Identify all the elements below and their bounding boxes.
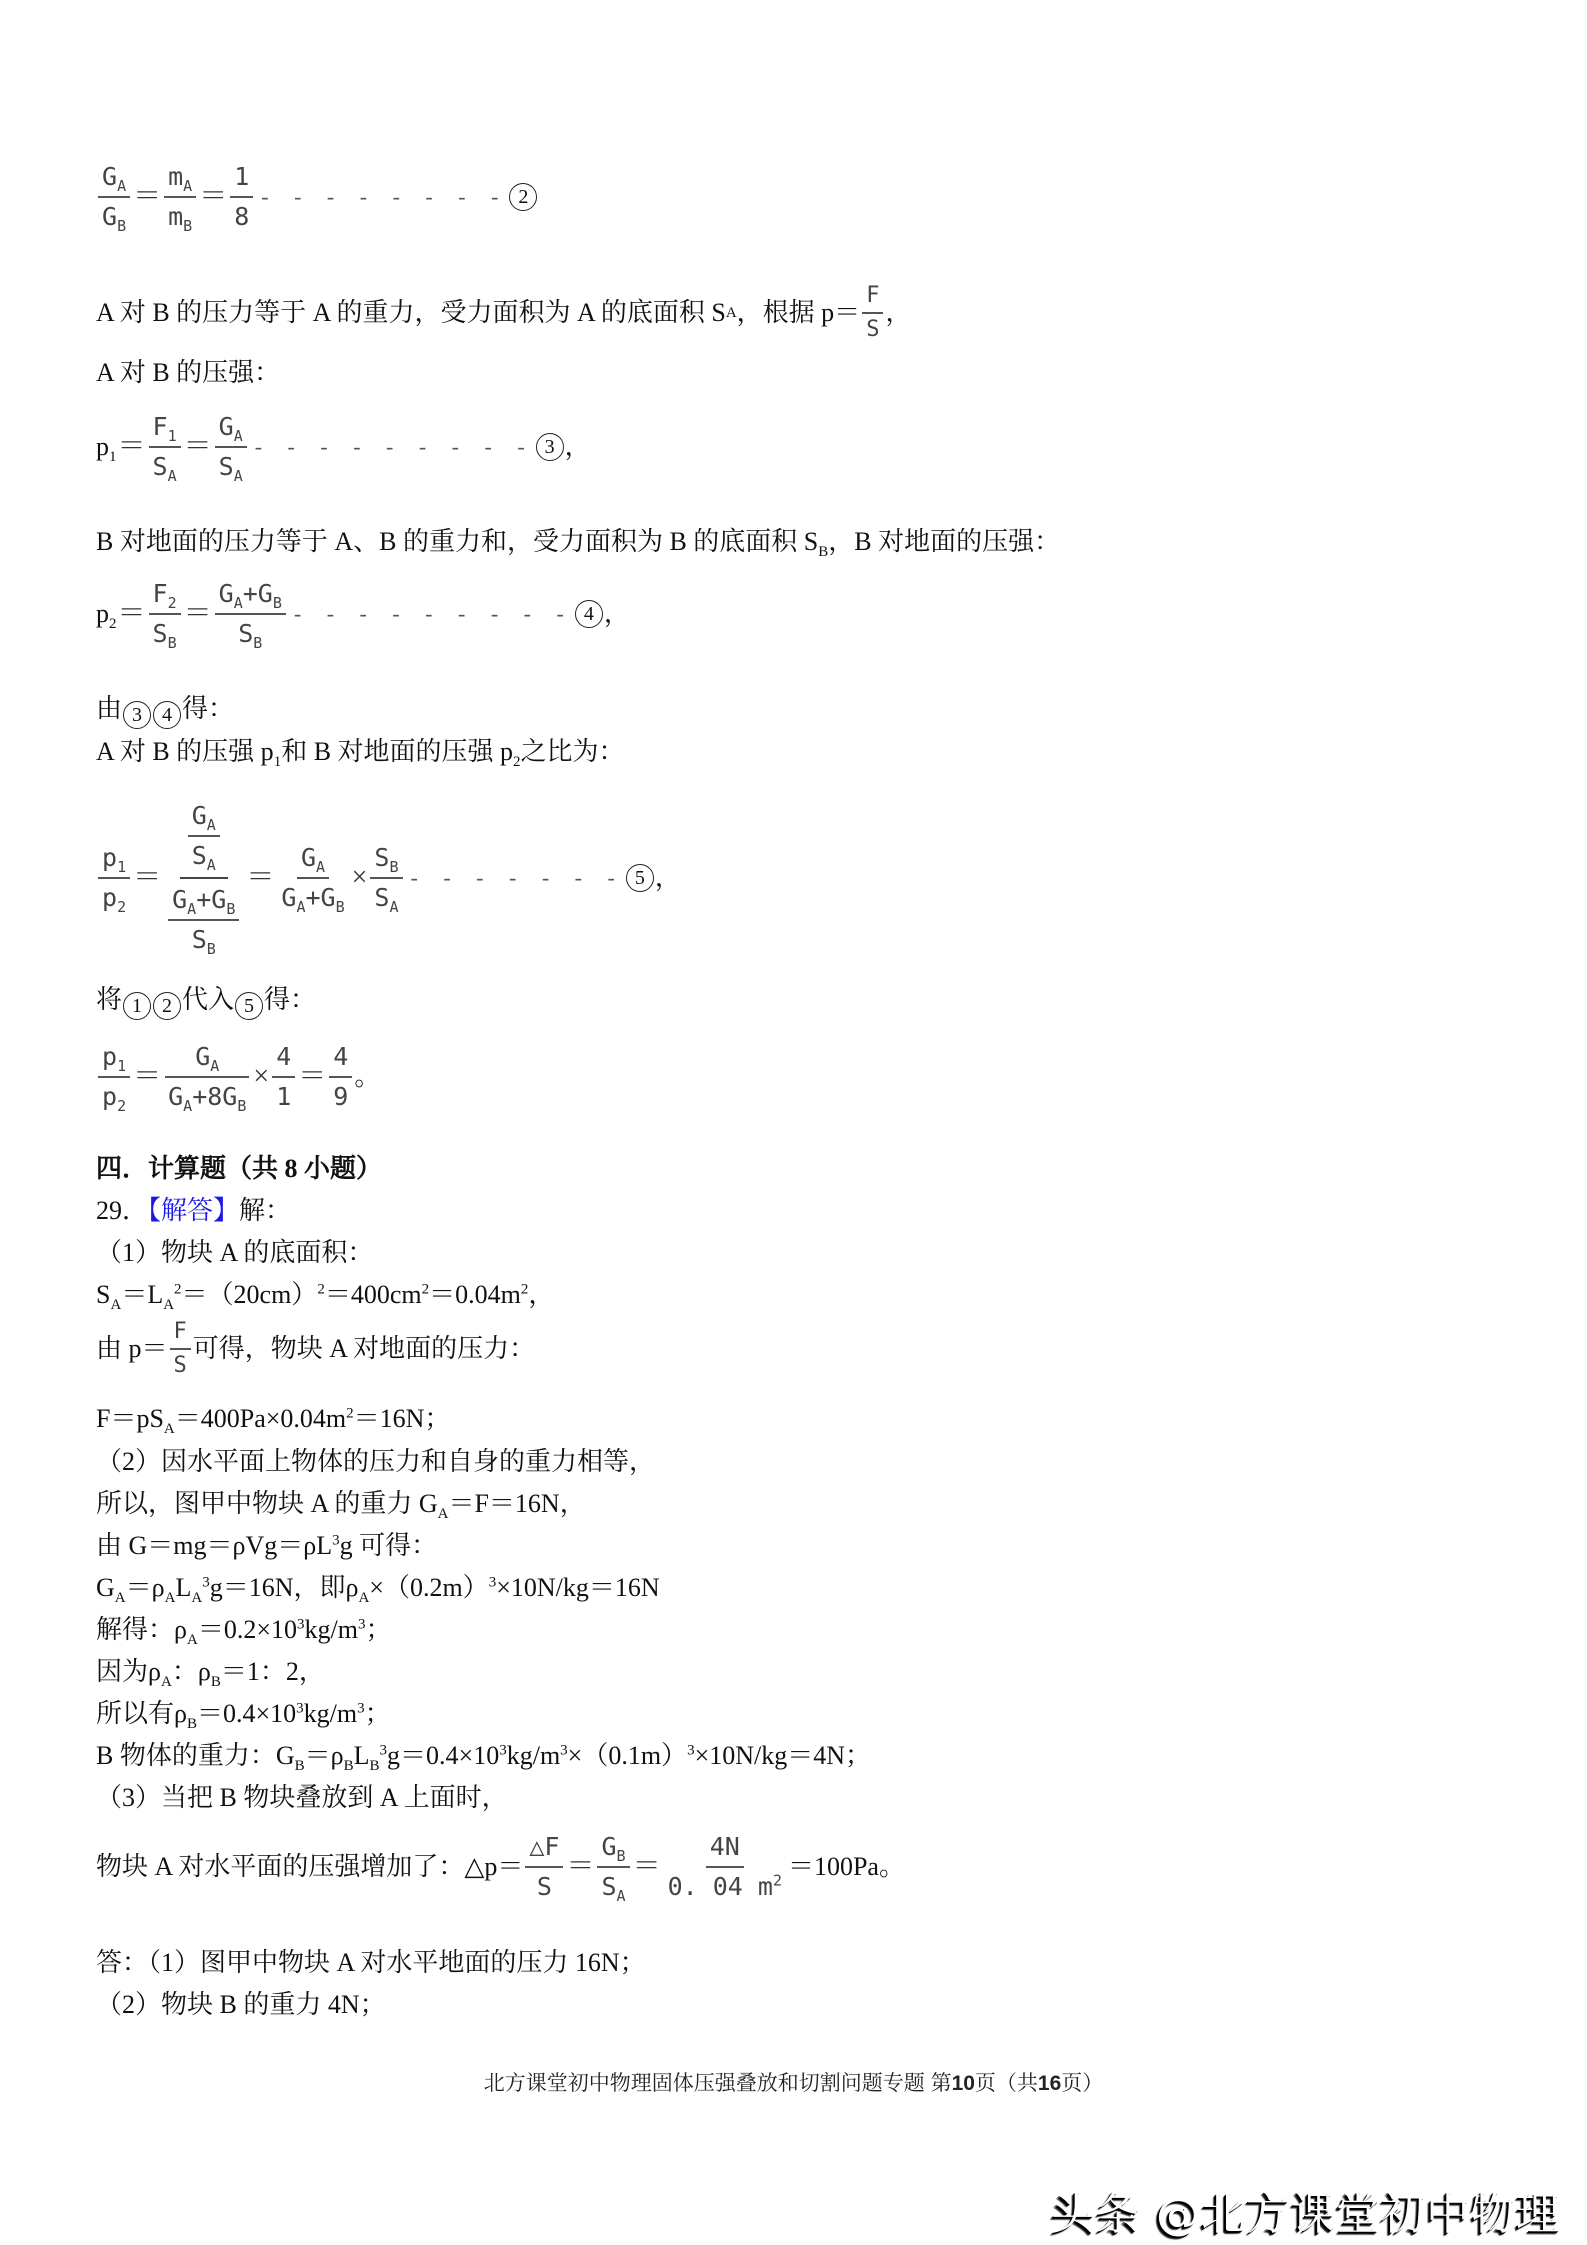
part3-title: （3）当把 B 物块叠放到 A 上面时， bbox=[96, 1783, 508, 1812]
part2-line4: 解得：$\rho_A=0.2\times 10^3kg/m^3$； bbox=[96, 1615, 392, 1649]
part1-area: $S_A=L_A^2=(20cm)^2=400cm^2=0.04m^2$， bbox=[96, 1280, 555, 1314]
circled-number-2: 2 bbox=[509, 183, 537, 211]
fraction-ga-sa: $\frac{G_A}{S_A}$ bbox=[215, 410, 247, 484]
compound-fraction: $\frac{\frac{G_A}{S_A}}{\frac{G_A+G_B}{S_B}}$ bbox=[164, 799, 243, 957]
circled-number-2: 2 bbox=[153, 992, 181, 1020]
part2-line6: 所以有$\rho_B=0.4\times 10^3kg/m^3$； bbox=[96, 1699, 391, 1733]
fraction-f2-sb: $\frac{F_2}{S_B}$ bbox=[149, 577, 181, 651]
equation-2: $\frac{G_A}{G_B}$ ＝ $\frac{m_A}{m_B}$ ＝ $\frac{1}{8}$ - - - - - - - - 2 bbox=[96, 160, 538, 234]
text-a-on-b-force: A 对 B 的压力等于 A 的重力，受力面积为 A 的底面积 S A ，根据 p＝ $\frac{F}{S}$ ， bbox=[96, 283, 912, 342]
part1-force: $F=pS_A=400Pa\times 0.04m^2=16N$； bbox=[96, 1404, 451, 1438]
fraction-f-s: $\frac{F}{S}$ bbox=[862, 282, 883, 344]
section-heading: 四．计算题（共 8 小题） bbox=[96, 1154, 383, 1183]
page-number: 10 bbox=[951, 2072, 975, 2095]
fraction-p1-p2: $\frac{p_1}{p_2}$ bbox=[98, 841, 130, 915]
footer-title: 北方课堂初中物理固体压强叠放和切割问题专题 bbox=[483, 2072, 925, 2095]
fraction-4n-area: $\frac{4N}{0. 04 m^2}$ bbox=[667, 1832, 782, 1901]
text-substitute: 将 1 2 代入 5 得： bbox=[96, 985, 316, 1020]
part2-title: （2）因水平面上物体的压力和自身的重力相等， bbox=[96, 1447, 656, 1476]
fraction-f1-sa: $\frac{F_1}{S_A}$ bbox=[149, 410, 181, 484]
equation-final-ratio: $\frac{p_1}{p_2}$ ＝ $\frac{G_A}{G_A+8G_B}$ × $\frac{4}{1}$ ＝ $\frac{4}{9}$ 。 bbox=[96, 1040, 380, 1114]
equation-4: $p_2$ ＝ $\frac{F_2}{S_B}$ ＝ $\frac{G_A+G_B}{S_B}$ - - - - - - - - - 4 ， bbox=[96, 579, 630, 652]
part2-line7: B 物体的重力：$G_B=\rho_BL_B^3g=0.4\times 10^3kg/m^3\times(0.1m)^3\times 10N/kg=4N$； bbox=[96, 1741, 872, 1775]
text-b-on-ground: B 对地面的压力等于 A、B 的重力和，受力面积为 B 的底面积 $S_B$，B 对地面的压强： bbox=[96, 527, 1061, 561]
fraction-1-8: $\frac{1}{8}$ bbox=[230, 160, 253, 234]
fraction-gb-sa: $\frac{G_B}{S_A}$ bbox=[597, 1830, 629, 1904]
fraction-f-s: $\frac{F}{S}$ bbox=[170, 1318, 191, 1380]
fraction-4-9: $\frac{4}{9}$ bbox=[329, 1040, 352, 1114]
question-29-header: 29．【解答】解： bbox=[96, 1196, 292, 1225]
circled-number-3: 3 bbox=[536, 433, 564, 461]
page-total: 16 bbox=[1037, 2072, 1062, 2095]
part2-line2: 由 $G=mg=\rho Vg=\rho L^3g$ 可得： bbox=[96, 1531, 438, 1560]
circled-number-5: 5 bbox=[626, 864, 654, 892]
part3-equation: 物块 A 对水平面的压强增加了：△p＝ $\frac{\triangle F}{S}$ ＝ $\frac{G_B}{S_A}$ ＝ $\frac{4N}{0. 04 m^2}$ ＝100Pa。 bbox=[96, 1832, 905, 1905]
text-ratio-intro: A 对 B 的压强 $p_1$和 B 对地面的压强 $p_2$之比为： bbox=[96, 737, 625, 771]
part2-line1: 所以，图甲中物块 A 的重力 $G_A=F=16N$， bbox=[96, 1489, 586, 1523]
circled-number-5: 5 bbox=[235, 992, 263, 1020]
fraction-ga-gb: $\frac{G_A}{G_B}$ bbox=[98, 160, 130, 234]
part1-from-formula: 由 p＝ $\frac{F}{S}$ 可得，物块 A 对地面的压力： bbox=[96, 1319, 536, 1378]
circled-number-4: 4 bbox=[575, 600, 603, 628]
watermark: 头条 @北方课堂初中物理 bbox=[1051, 2189, 1561, 2240]
part1-title: （1）物块 A 的底面积： bbox=[96, 1238, 374, 1267]
fraction-delta-f-s: $\frac{\triangle F}{S}$ bbox=[525, 1830, 563, 1904]
circled-number-1: 1 bbox=[123, 992, 151, 1020]
fraction-p1-p2: $\frac{p_1}{p_2}$ bbox=[98, 1040, 130, 1114]
text-from-3-4: 由 3 4 得： bbox=[96, 694, 234, 729]
fraction-ga-plus-gb-over-sb: $\frac{G_A+G_B}{S_B}$ bbox=[215, 577, 286, 651]
text-a-on-b-pressure: A 对 B 的压强： bbox=[96, 358, 281, 387]
fraction-ga-over-ga-8gb: $\frac{G_A}{G_A+8G_B}$ bbox=[164, 1040, 250, 1114]
circled-number-4: 4 bbox=[153, 701, 181, 729]
fraction-4-1: $\frac{4}{1}$ bbox=[272, 1040, 295, 1114]
equation-5: $\frac{p_1}{p_2}$ ＝ $\frac{\frac{G_A}{S_A}}{\frac{G_A+G_B}{S_B}}$ ＝ $\frac{G_A}{G_A+G_B}$ × $\frac{S_B}{S_A}$ - - - - - - - 5 ， bbox=[96, 785, 681, 970]
equation-3: $p_1$ ＝ $\frac{F_1}{S_A}$ ＝ $\frac{G_A}{S_A}$ - - - - - - - - - 3 ， bbox=[96, 412, 591, 485]
part2-line3: $G_A=\rho_AL_A^3g=16N$，即$\rho_A\times(0.2m)^3\times 10N/kg=16N$ bbox=[96, 1573, 660, 1607]
page-footer: 北方课堂初中物理固体压强叠放和切割问题专题 第10页（共16页） bbox=[483, 2072, 1104, 2095]
circled-number-3: 3 bbox=[123, 701, 151, 729]
answer-line-2: （2）物块 B 的重力 4N； bbox=[96, 1990, 386, 2019]
fraction-ma-mb: $\frac{m_A}{m_B}$ bbox=[164, 160, 196, 234]
answer-line-1: 答：（1）图甲中物块 A 对水平地面的压力 16N； bbox=[96, 1948, 646, 1977]
fraction-sb-sa: $\frac{S_B}{S_A}$ bbox=[370, 841, 402, 915]
answer-tag: 【解答】 bbox=[148, 1196, 240, 1225]
fraction-ga-over-sum: $\frac{G_A}{G_A+G_B}$ bbox=[281, 842, 345, 916]
part2-line5: 因为$\rho_A$：$\rho_B=1$：2， bbox=[96, 1657, 325, 1691]
